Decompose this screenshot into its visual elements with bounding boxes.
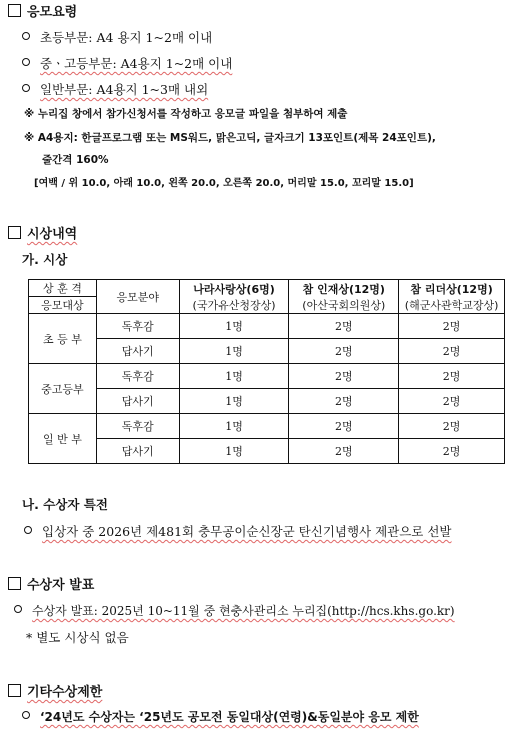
table-cell: 2명 (289, 314, 399, 339)
circle-bullet-icon (22, 32, 30, 40)
section-title-restrictions: 기타수상제한 (8, 681, 102, 700)
table-cell: 1명 (179, 414, 289, 439)
table-cell-field: 독후감 (96, 414, 179, 439)
note-no-ceremony: * 별도 시상식 없음 (26, 630, 129, 645)
table-group-label: 중고등부 (29, 364, 97, 414)
table-corner-top: 상 훈 격 (29, 280, 97, 297)
table-cell: 2명 (399, 414, 505, 439)
list-item-elementary: 초등부문: A4 용지 1~2매 이내 (22, 28, 212, 46)
table-cell: 2명 (399, 389, 505, 414)
table-cell: 2명 (399, 339, 505, 364)
note-format-line1: ※ A4용지: 한글프로그램 또는 MS워드, 맑은고딕, 글자크기 13포인트(제목 24포인트), (24, 132, 436, 144)
checkbox-square-icon (8, 226, 21, 239)
table-cell: 2명 (289, 439, 399, 464)
table-cell: 2명 (289, 414, 399, 439)
list-item-restriction: ‘24년도 수상자는 ‘25년도 공모전 동일대상(연령)&동일분야 응모 제한 (22, 708, 419, 725)
section-title-application: 응모요령 (8, 1, 77, 20)
table-cell: 2명 (289, 364, 399, 389)
checkbox-square-icon (8, 4, 21, 17)
circle-bullet-icon (24, 526, 32, 534)
subheading-awards: 가. 시상 (22, 252, 68, 267)
list-item-benefit: 입상자 중 2026년 제481회 충무공이순신장군 탄신기념행사 제관으로 선발 (24, 522, 452, 540)
list-item-announcement: 수상자 발표: 2025년 10~11월 중 현충사관리소 누리집(http://hcs.khs.go.kr) (14, 602, 455, 619)
section-title-announcement: 수상자 발표 (8, 574, 94, 593)
table-corner-bottom: 응모대상 (29, 297, 97, 314)
circle-bullet-icon (22, 84, 30, 92)
table-cell-field: 답사기 (96, 389, 179, 414)
table-group-label: 일 반 부 (29, 414, 97, 464)
table-cell: 1명 (179, 389, 289, 414)
circle-bullet-icon (22, 58, 30, 66)
table-cell: 2명 (399, 314, 505, 339)
note-submission: ※ 누리집 창에서 참가신청서를 작성하고 응모글 파일을 첨부하여 제출 (24, 108, 348, 120)
table-header-col1: 나라사랑상(6명) (국가유산청장상) (179, 280, 289, 314)
table-cell: 2명 (399, 439, 505, 464)
circle-bullet-icon (14, 605, 22, 613)
circle-bullet-icon (22, 711, 30, 719)
table-group-label: 초 등 부 (29, 314, 97, 364)
table-cell-field: 독후감 (96, 314, 179, 339)
table-cell: 1명 (179, 439, 289, 464)
note-format-line2: 줄간격 160% (42, 154, 109, 166)
table-cell: 1명 (179, 364, 289, 389)
table-cell-field: 답사기 (96, 439, 179, 464)
table-cell: 1명 (179, 314, 289, 339)
table-cell-field: 답사기 (96, 339, 179, 364)
section-title-awards: 시상내역 (8, 223, 77, 242)
table-cell: 2명 (399, 364, 505, 389)
list-item-general: 일반부문: A4용지 1~3매 내외 (22, 80, 208, 98)
checkbox-square-icon (8, 684, 21, 697)
awards-table (28, 279, 505, 464)
table-header-col2: 참 인재상(12명) (아산국회의원상) (289, 280, 399, 314)
checkbox-square-icon (8, 577, 21, 590)
table-cell: 2명 (289, 389, 399, 414)
list-item-middle-high: 중ㆍ고등부문: A4용지 1~2매 이내 (22, 54, 232, 72)
table-header-col3: 참 리더상(12명) (해군사관학교장상) (399, 280, 505, 314)
table-header-field: 응모분야 (96, 280, 179, 314)
table-cell: 2명 (289, 339, 399, 364)
table-cell-field: 독후감 (96, 364, 179, 389)
subheading-benefits: 나. 수상자 특전 (22, 497, 108, 512)
table-cell: 1명 (179, 339, 289, 364)
note-margins: [여백 / 위 10.0, 아래 10.0, 왼쪽 20.0, 오른쪽 20.0, 머리말 15.0, 꼬리말 15.0] (34, 178, 414, 189)
